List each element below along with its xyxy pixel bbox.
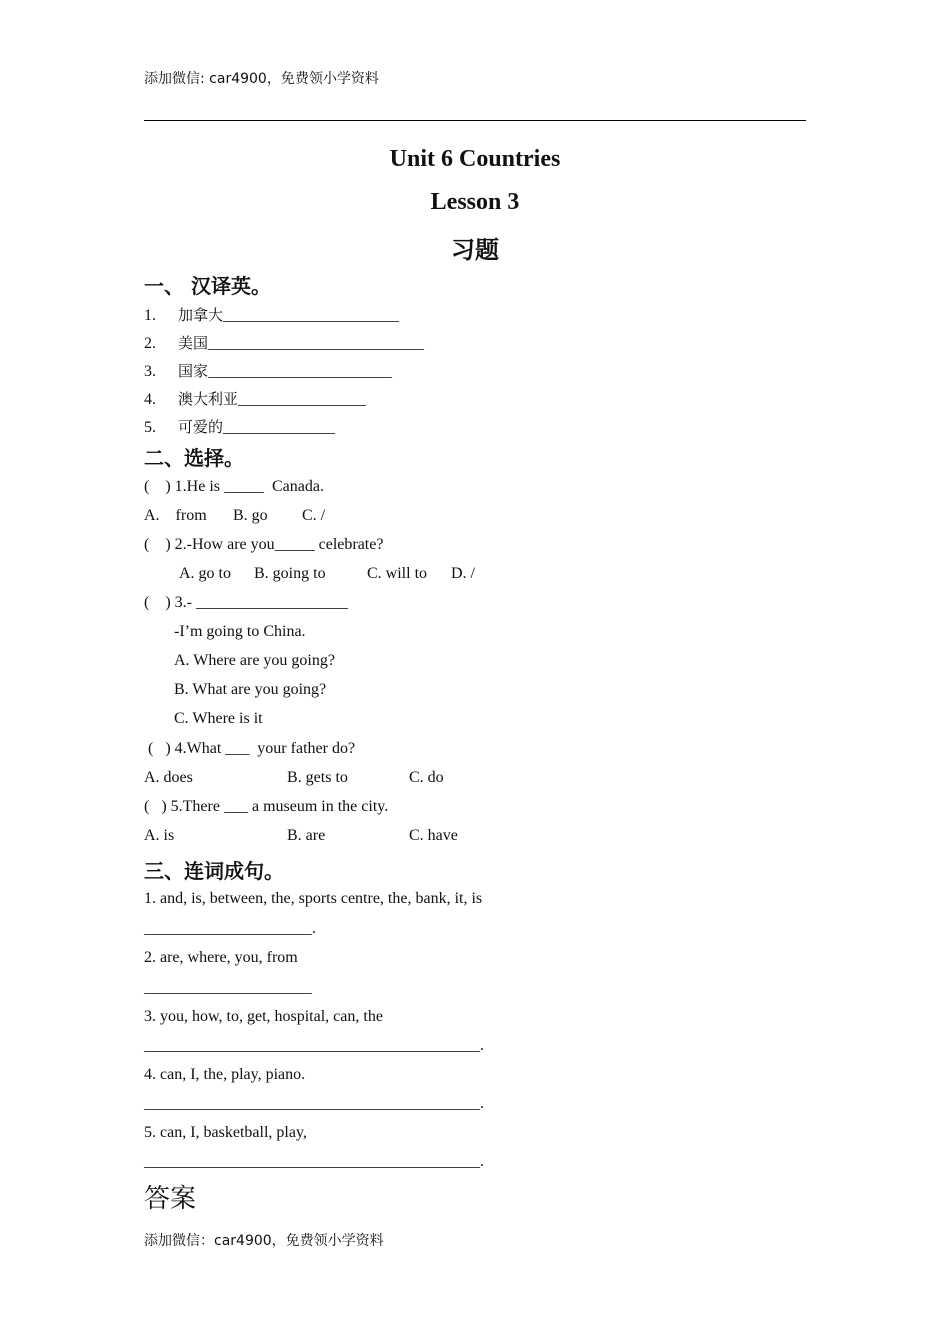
q4-options: A. does B. gets to C. do: [144, 769, 444, 786]
q1-options: A. from B. go C. /: [144, 507, 326, 524]
q4-stem: ( ) 4.What ___ your father do?: [144, 740, 356, 757]
q3-option-b: B. What are you going?: [174, 681, 327, 698]
reorder-prompt-2: 2. are, where, you, from: [144, 949, 298, 966]
answers-heading: 答案: [144, 1184, 197, 1214]
q5-options: A. is B. are C. have: [144, 827, 458, 844]
translate-item-3: 3. 国家_______________________: [144, 362, 393, 380]
q3-stem: ( ) 3.- ___________________: [144, 594, 348, 611]
translate-item-1: 1. 加拿大______________________: [144, 306, 400, 324]
header-note: 添加微信: car4900，免费领小学资料: [144, 71, 379, 87]
section3-heading: 三、连词成句。: [144, 859, 284, 883]
reorder-prompt-1: 1. and, is, between, the, sports centre, the, bank, it, is: [144, 890, 483, 907]
reorder-answer-2: _____________________: [144, 979, 312, 996]
q1-stem: ( ) 1.He is _____ Canada.: [144, 478, 324, 495]
unit-title: Unit 6 Countries: [389, 146, 561, 172]
footer-note: 添加微信：car4900，免费领小学资料: [144, 1233, 384, 1249]
q3-reply: -I’m going to China.: [174, 623, 306, 640]
reorder-answer-4: __________________________________________.: [144, 1095, 484, 1112]
section2-heading: 二、选择。: [144, 446, 244, 470]
translate-item-4: 4. 澳大利亚________________: [144, 390, 367, 408]
reorder-answer-1: _____________________.: [144, 920, 316, 937]
translate-item-2: 2. 美国___________________________: [144, 334, 425, 352]
exercise-title: 习题: [451, 236, 499, 264]
lesson-title: Lesson 3: [430, 189, 520, 215]
translate-item-5: 5. 可爱的______________: [144, 418, 336, 436]
section1-heading: 一、 汉译英。: [144, 274, 271, 298]
q3-option-c: C. Where is it: [174, 710, 263, 727]
header-rule: [144, 120, 806, 121]
reorder-prompt-3: 3. you, how, to, get, hospital, can, the: [144, 1008, 383, 1025]
q2-stem: ( ) 2.-How are you_____ celebrate?: [144, 536, 384, 553]
q5-stem: ( ) 5.There ___ a museum in the city.: [144, 798, 389, 815]
reorder-prompt-5: 5. can, I, basketball, play,: [144, 1124, 307, 1141]
reorder-answer-3: __________________________________________.: [144, 1037, 484, 1054]
q2-options: A. go to B. going to C. will to D. /: [179, 565, 475, 582]
reorder-answer-5: __________________________________________.: [144, 1153, 484, 1170]
reorder-prompt-4: 4. can, I, the, play, piano.: [144, 1066, 306, 1083]
q3-option-a: A. Where are you going?: [174, 652, 335, 669]
